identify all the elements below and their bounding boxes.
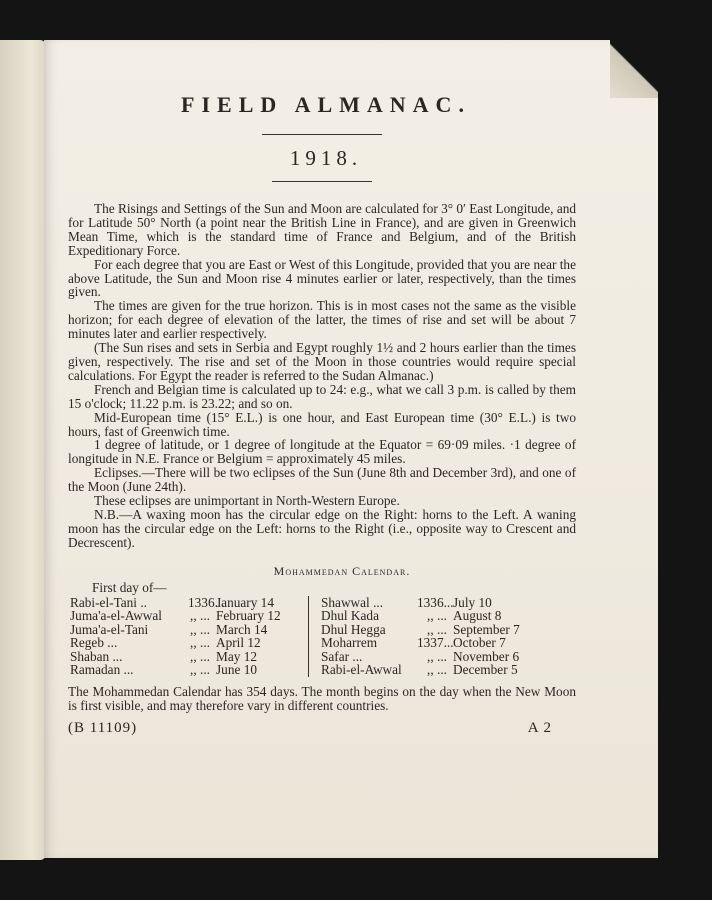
month-name: Rabi-el-Tani .. — [70, 594, 147, 610]
paragraph: These eclipses are unimportant in North-Western Europe. — [94, 493, 400, 509]
gregorian-date: September 7 — [453, 621, 520, 637]
month-name: Dhul Hegga — [321, 621, 386, 637]
gregorian-date: April 12 — [216, 635, 261, 651]
paragraph: French and Belgian time is calculated up to 24: e.g., what we call 3 p.m. is called by them 15 o'clock; 11.22 p.m. is 23.22; and so on. — [68, 381, 576, 411]
paragraph: Mid-European time (15° E.L.) is one hour, and East European time (30° E.L.) is two hours, fast of Greenwich time. — [68, 409, 576, 439]
month-name: Rabi-el-Awwal — [321, 662, 402, 678]
calendar-row — [321, 663, 571, 677]
calendar-row — [70, 596, 302, 610]
gregorian-date: June 10 — [216, 662, 257, 678]
hijri-year: ,, ... — [427, 621, 447, 637]
gregorian-date: July 10 — [453, 594, 492, 610]
paragraph: The times are given for the true horizon. This is in most cases not the same as the visible horizon; for each degree of elevation of the latter, the times of rise and set will be about 7 minutes later and earlier respectively. — [68, 298, 576, 342]
hijri-year: 1337... — [417, 635, 454, 651]
paragraph: (The Sun rises and sets in Serbia and Egypt roughly 1½ and 2 hours earlier than the times given, respectively. The rise and set of the Moon in those countries would require special calculations. For Egypt the reader is referred to the Sudan Almanac.) — [68, 340, 576, 383]
paragraph: Eclipses.—There will be two eclipses of the Sun (June 8th and December 3rd), and one of the Moon (June 24th). — [68, 465, 576, 495]
hijri-year: ,, ... — [190, 662, 210, 678]
calendar-row — [321, 650, 571, 664]
print-reference: (B 11109) — [68, 720, 138, 737]
month-name: Juma'a-el-Awwal — [70, 608, 163, 624]
hijri-year: ,, ... — [427, 648, 447, 664]
gregorian-date: May 12 — [216, 648, 257, 664]
paragraph: 1 degree of latitude, or 1 degree of longitude at the Equator = 69·09 miles. ·1 degree of longitude in N.E. France or Belgium = approximately 45 miles. — [68, 437, 576, 467]
month-name: Moharrem — [321, 635, 378, 651]
gregorian-date: August 8 — [453, 608, 502, 624]
calendar-row — [321, 609, 571, 623]
calendar-note-block — [68, 685, 576, 713]
calendar-row — [70, 636, 302, 650]
page-content — [68, 90, 576, 737]
gregorian-date: October 7 — [453, 635, 506, 651]
gregorian-date: February 12 — [216, 608, 281, 624]
title-rule — [262, 134, 382, 135]
paragraph: N.B.—A waxing moon has the circular edge on the Right: horns to the Left. A waning moon has the circular edge on the Left: horns to the Right (i.e., opposite way to Crescent and Decrescent). — [68, 506, 576, 550]
page-title: FIELD ALMANAC. — [181, 92, 471, 117]
calendar-row — [70, 623, 302, 637]
hijri-year: 1336... — [188, 594, 225, 610]
month-name: Juma'a-el-Tani — [70, 621, 149, 637]
month-name: Safar ... — [321, 648, 363, 664]
paragraph: For each degree that you are East or West of this Longitude, provided that you are near the above Latitude, the Sun and Moon rise 4 minutes earlier or later, respectively, than the times given. — [68, 256, 576, 300]
calendar-note: The Mohammedan Calendar has 354 days. The month begins on the day when the New Moon is first visible, and may therefore vary in different countries. — [68, 683, 576, 713]
month-name: Shaban ... — [70, 648, 123, 664]
page-year: 1918. — [289, 146, 363, 170]
body-text — [68, 202, 576, 550]
hijri-year: ,, ... — [190, 621, 210, 637]
hijri-year: ,, ... — [190, 608, 210, 624]
calendar-row — [321, 596, 571, 610]
gregorian-date: March 14 — [216, 621, 268, 637]
gregorian-date: December 5 — [453, 662, 518, 678]
paragraph: The Risings and Settings of the Sun and Moon are calculated for 3° 0′ East Longitude, and for Latitude 50° North (a point near the British Line in France), and are given in Greenwich Mean Time, which is the standard time of France and Belgium, and of the British Expeditionary Force. — [68, 201, 577, 258]
gregorian-date: January 14 — [216, 594, 274, 610]
calendar-subtitle: First day of— — [92, 579, 167, 595]
month-name: Ramadan ... — [70, 662, 134, 678]
month-name: Shawwal ... — [321, 594, 384, 610]
calendar-row — [70, 663, 302, 677]
month-name: Dhul Kada — [321, 608, 379, 624]
hijri-year: ,, ... — [190, 635, 210, 651]
page-footer — [68, 720, 576, 737]
year-rule — [272, 181, 372, 182]
hijri-year: ,, ... — [427, 662, 447, 678]
calendar-title: Mohammedan Calendar. — [273, 563, 411, 578]
calendar-row — [321, 636, 571, 650]
hijri-year: 1336... — [417, 594, 454, 610]
calendar-row — [321, 623, 571, 637]
hijri-year: ,, ... — [427, 608, 447, 624]
folded-corner — [610, 40, 658, 98]
calendar-left-column — [68, 596, 302, 677]
month-name: Regeb ... — [70, 635, 118, 651]
gregorian-date: November 6 — [453, 648, 520, 664]
hijri-year: ,, ... — [190, 648, 210, 664]
calendar-row — [70, 650, 302, 664]
calendar-row — [70, 609, 302, 623]
left-page-edge — [0, 40, 46, 860]
calendar-right-column — [308, 596, 571, 677]
calendar-table — [68, 596, 576, 677]
signature-mark: A 2 — [527, 720, 552, 737]
